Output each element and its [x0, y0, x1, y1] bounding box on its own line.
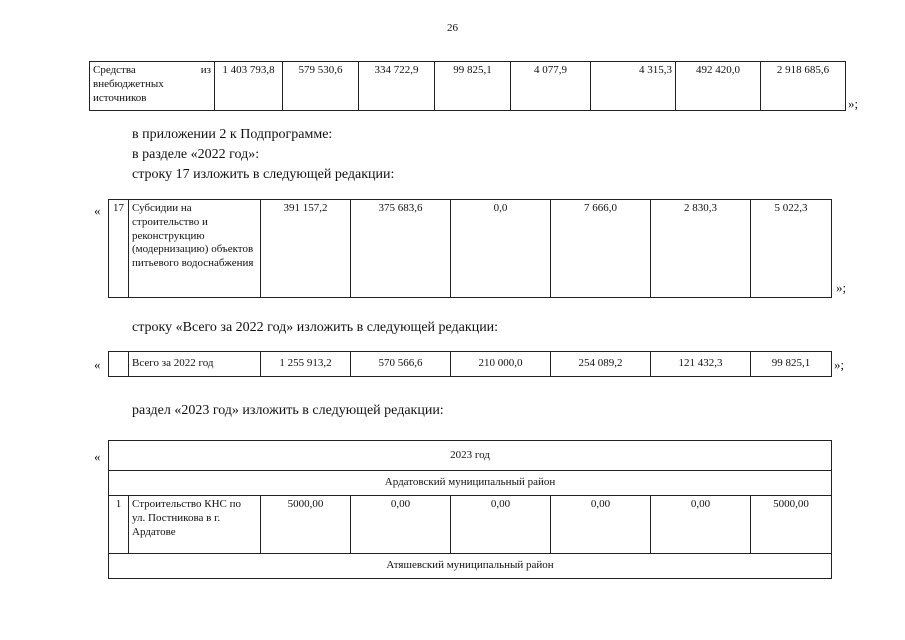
total-2022-table [108, 351, 832, 377]
value-cell: 0,00 [351, 496, 451, 553]
row-label-cell [90, 62, 215, 111]
value-cell: 492 420,0 [676, 62, 761, 111]
value-cell: 391 157,2 [261, 200, 351, 298]
value-cell: 1 403 793,8 [215, 62, 283, 111]
closing-quote: »; [848, 96, 859, 111]
table-row [109, 352, 832, 377]
paragraph-line: в приложении 2 к Подпрограмме: [132, 127, 333, 142]
district-header: Атяшевский муниципальный район [109, 553, 832, 578]
paragraph-line: в разделе «2022 год»: [132, 147, 260, 162]
table-row [109, 553, 832, 578]
page-number: 26 [447, 22, 458, 34]
table-row [109, 471, 832, 496]
value-cell: 4 077,9 [511, 62, 591, 111]
opening-quote: « [94, 203, 101, 218]
value-cell: 375 683,6 [351, 200, 451, 298]
value-cell: 99 825,1 [435, 62, 511, 111]
district-header: Ардатовский муниципальный район [109, 471, 832, 496]
value-cell: 579 530,6 [283, 62, 359, 111]
value-cell: 570 566,6 [351, 352, 451, 377]
year-header: 2023 год [109, 441, 832, 471]
row-label: Средства внебюджетных источников [93, 64, 164, 104]
row-number: 1 [109, 496, 129, 553]
empty-cell [109, 352, 129, 377]
value-cell: 210 000,0 [451, 352, 551, 377]
opening-quote: « [94, 449, 101, 464]
paragraph-line: раздел «2023 год» изложить в следующей редакции: [132, 403, 444, 418]
table-row [90, 62, 846, 111]
value-cell: 0,0 [451, 200, 551, 298]
value-cell: 5000,00 [261, 496, 351, 553]
value-cell: 1 255 913,2 [261, 352, 351, 377]
closing-quote: »; [836, 280, 847, 295]
row-label: Всего за 2022 год [129, 352, 261, 377]
value-cell: 0,00 [451, 496, 551, 553]
value-cell: 0,00 [651, 496, 751, 553]
funding-sources-table [89, 61, 846, 111]
row-label: Строительство КНС по ул. Постникова в г. Ардатове [129, 496, 261, 553]
value-cell: 5000,00 [751, 496, 832, 553]
table-row [109, 496, 832, 553]
table-row [109, 441, 832, 471]
year-2023-table [108, 440, 832, 579]
table-row [109, 200, 832, 298]
value-cell: 0,00 [551, 496, 651, 553]
value-cell: 2 918 685,6 [761, 62, 846, 111]
value-cell: 5 022,3 [751, 200, 832, 298]
paragraph-line: строку «Всего за 2022 год» изложить в следующей редакции: [132, 320, 499, 335]
row-label-suffix: из [200, 64, 211, 76]
value-cell: 254 089,2 [551, 352, 651, 377]
value-cell: 99 825,1 [751, 352, 832, 377]
value-cell: 334 722,9 [359, 62, 435, 111]
value-cell: 2 830,3 [651, 200, 751, 298]
opening-quote: « [94, 357, 101, 372]
row17-table [108, 199, 832, 298]
row-number: 17 [109, 200, 129, 298]
value-cell: 4 315,3 [591, 62, 676, 111]
value-cell: 121 432,3 [651, 352, 751, 377]
paragraph-line: строку 17 изложить в следующей редакции: [132, 167, 395, 182]
closing-quote: »; [834, 357, 845, 372]
row-label: Субсидии на строительство и реконструкцию (модернизацию) объектов питьевого водоснабжения [129, 200, 261, 298]
value-cell: 7 666,0 [551, 200, 651, 298]
